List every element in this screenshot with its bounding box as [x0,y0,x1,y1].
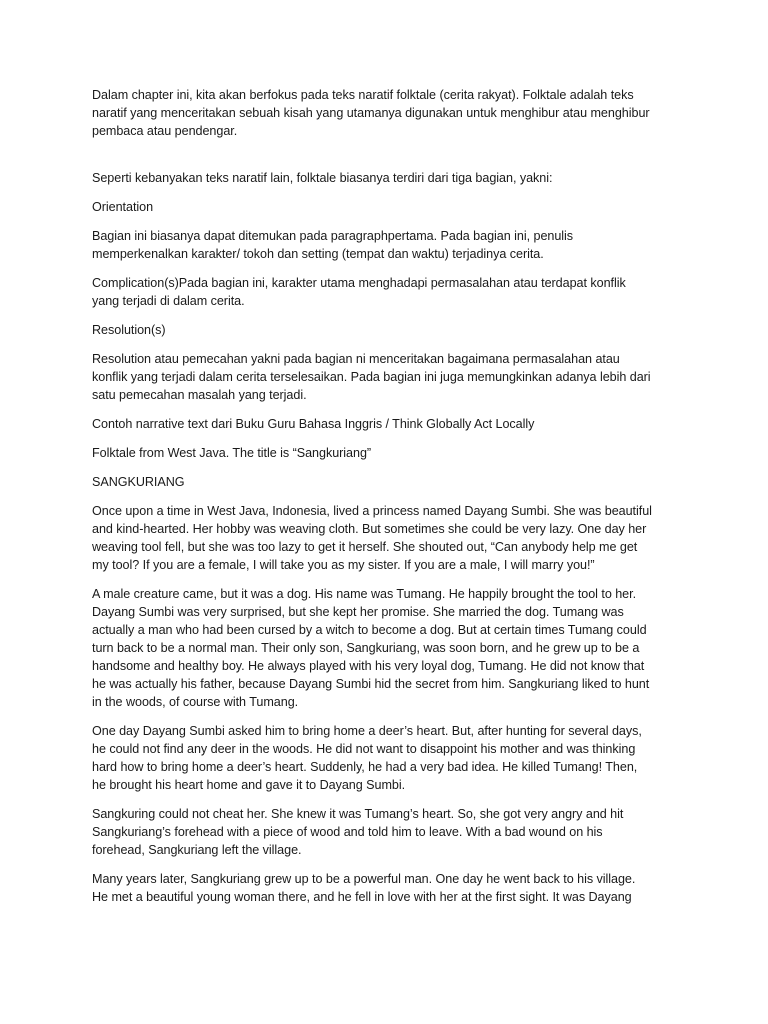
story-title: SANGKURIANG [92,475,185,489]
story-paragraph-3: One day Dayang Sumbi asked him to bring home a deer’s heart. But, after hunting for several days, he could not find any deer in the woods. He did not want to disappoint his mother and was thinking hard how to bring home a deer’s heart. Suddenly, he had a very bad idea. He killed Tumang! Then, he brought his heart home and gave it to Dayang Sumbi. [92,724,642,792]
folktale-title-line: Folktale from West Java. The title is “Sangkuriang” [92,446,372,460]
story-paragraph-4: Sangkuring could not cheat her. She knew it was Tumang’s heart. So, she got very angry and hit Sangkuriang’s forehead with a piece of wood and told him to leave. With a bad wound on his forehead, Sangkuriang left the village. [92,807,624,857]
example-source-line: Contoh narrative text dari Buku Guru Bahasa Inggris / Think Globally Act Locally [92,417,535,431]
intro-paragraph: Dalam chapter ini, kita akan berfokus pada teks naratif folktale (cerita rakyat). Folktale adalah teks naratif yang menceritakan sebuah kisah yang utamanya digunakan untuk menghibur atau menghibur pembaca atau pendengar. [92,88,650,138]
orientation-paragraph: Bagian ini biasanya dapat ditemukan pada paragraphpertama. Pada bagian ini, penulis memperkenalkan karakter/ tokoh dan setting (tempat dan waktu) terjadinya cerita. [92,229,574,261]
orientation-heading: Orientation [92,200,154,214]
complication-paragraph: Complication(s)Pada bagian ini, karakter utama menghadapi permasalahan atau terdapat konflik yang terjadi di dalam cerita. [92,276,626,308]
resolution-paragraph: Resolution atau pemecahan yakni pada bagian ni menceritakan bagaimana permasalahan atau konflik yang terjadi dalam cerita terselesaikan. Pada bagian ini juga memungkinkan adanya lebih dari satu pemecahan masalah yang terjadi. [92,352,651,402]
story-paragraph-1: Once upon a time in West Java, Indonesia, lived a princess named Dayang Sumbi. She was beautiful and kind-hearted. Her hobby was weaving cloth. But sometimes she could be very lazy. One day her weaving tool fell, but she was too lazy to get it herself. She shouted out, “Can anybody help me get my tool? If you are a female, I will take you as my sister. If you are a male, I will marry you!” [92,504,652,572]
resolution-heading: Resolution(s) [92,323,166,337]
structure-paragraph: Seperti kebanyakan teks naratif lain, folktale biasanya terdiri dari tiga bagian, yakni: [92,171,553,185]
document-content [92,86,684,917]
story-paragraph-5: Many years later, Sangkuriang grew up to be a powerful man. One day he went back to his village. He met a beautiful young woman there, and he fell in love with her at the first sight. It was Dayang [92,872,636,904]
story-paragraph-2: A male creature came, but it was a dog. His name was Tumang. He happily brought the tool to her. Dayang Sumbi was very surprised, but she kept her promise. She married the dog. Tumang was actually a man who had been cursed by a witch to become a dog. But at certain times Tumang could turn back to be a normal man. Their only son, Sangkuriang, was soon born, and he grew up to be a handsome and healthy boy. He always played with his very loyal dog, Tumang. He did not know that he was actually his father, because Dayang Sumbi hid the secret from him. Sangkuriang liked to hunt in the woods, of course with Tumang. [92,587,650,709]
